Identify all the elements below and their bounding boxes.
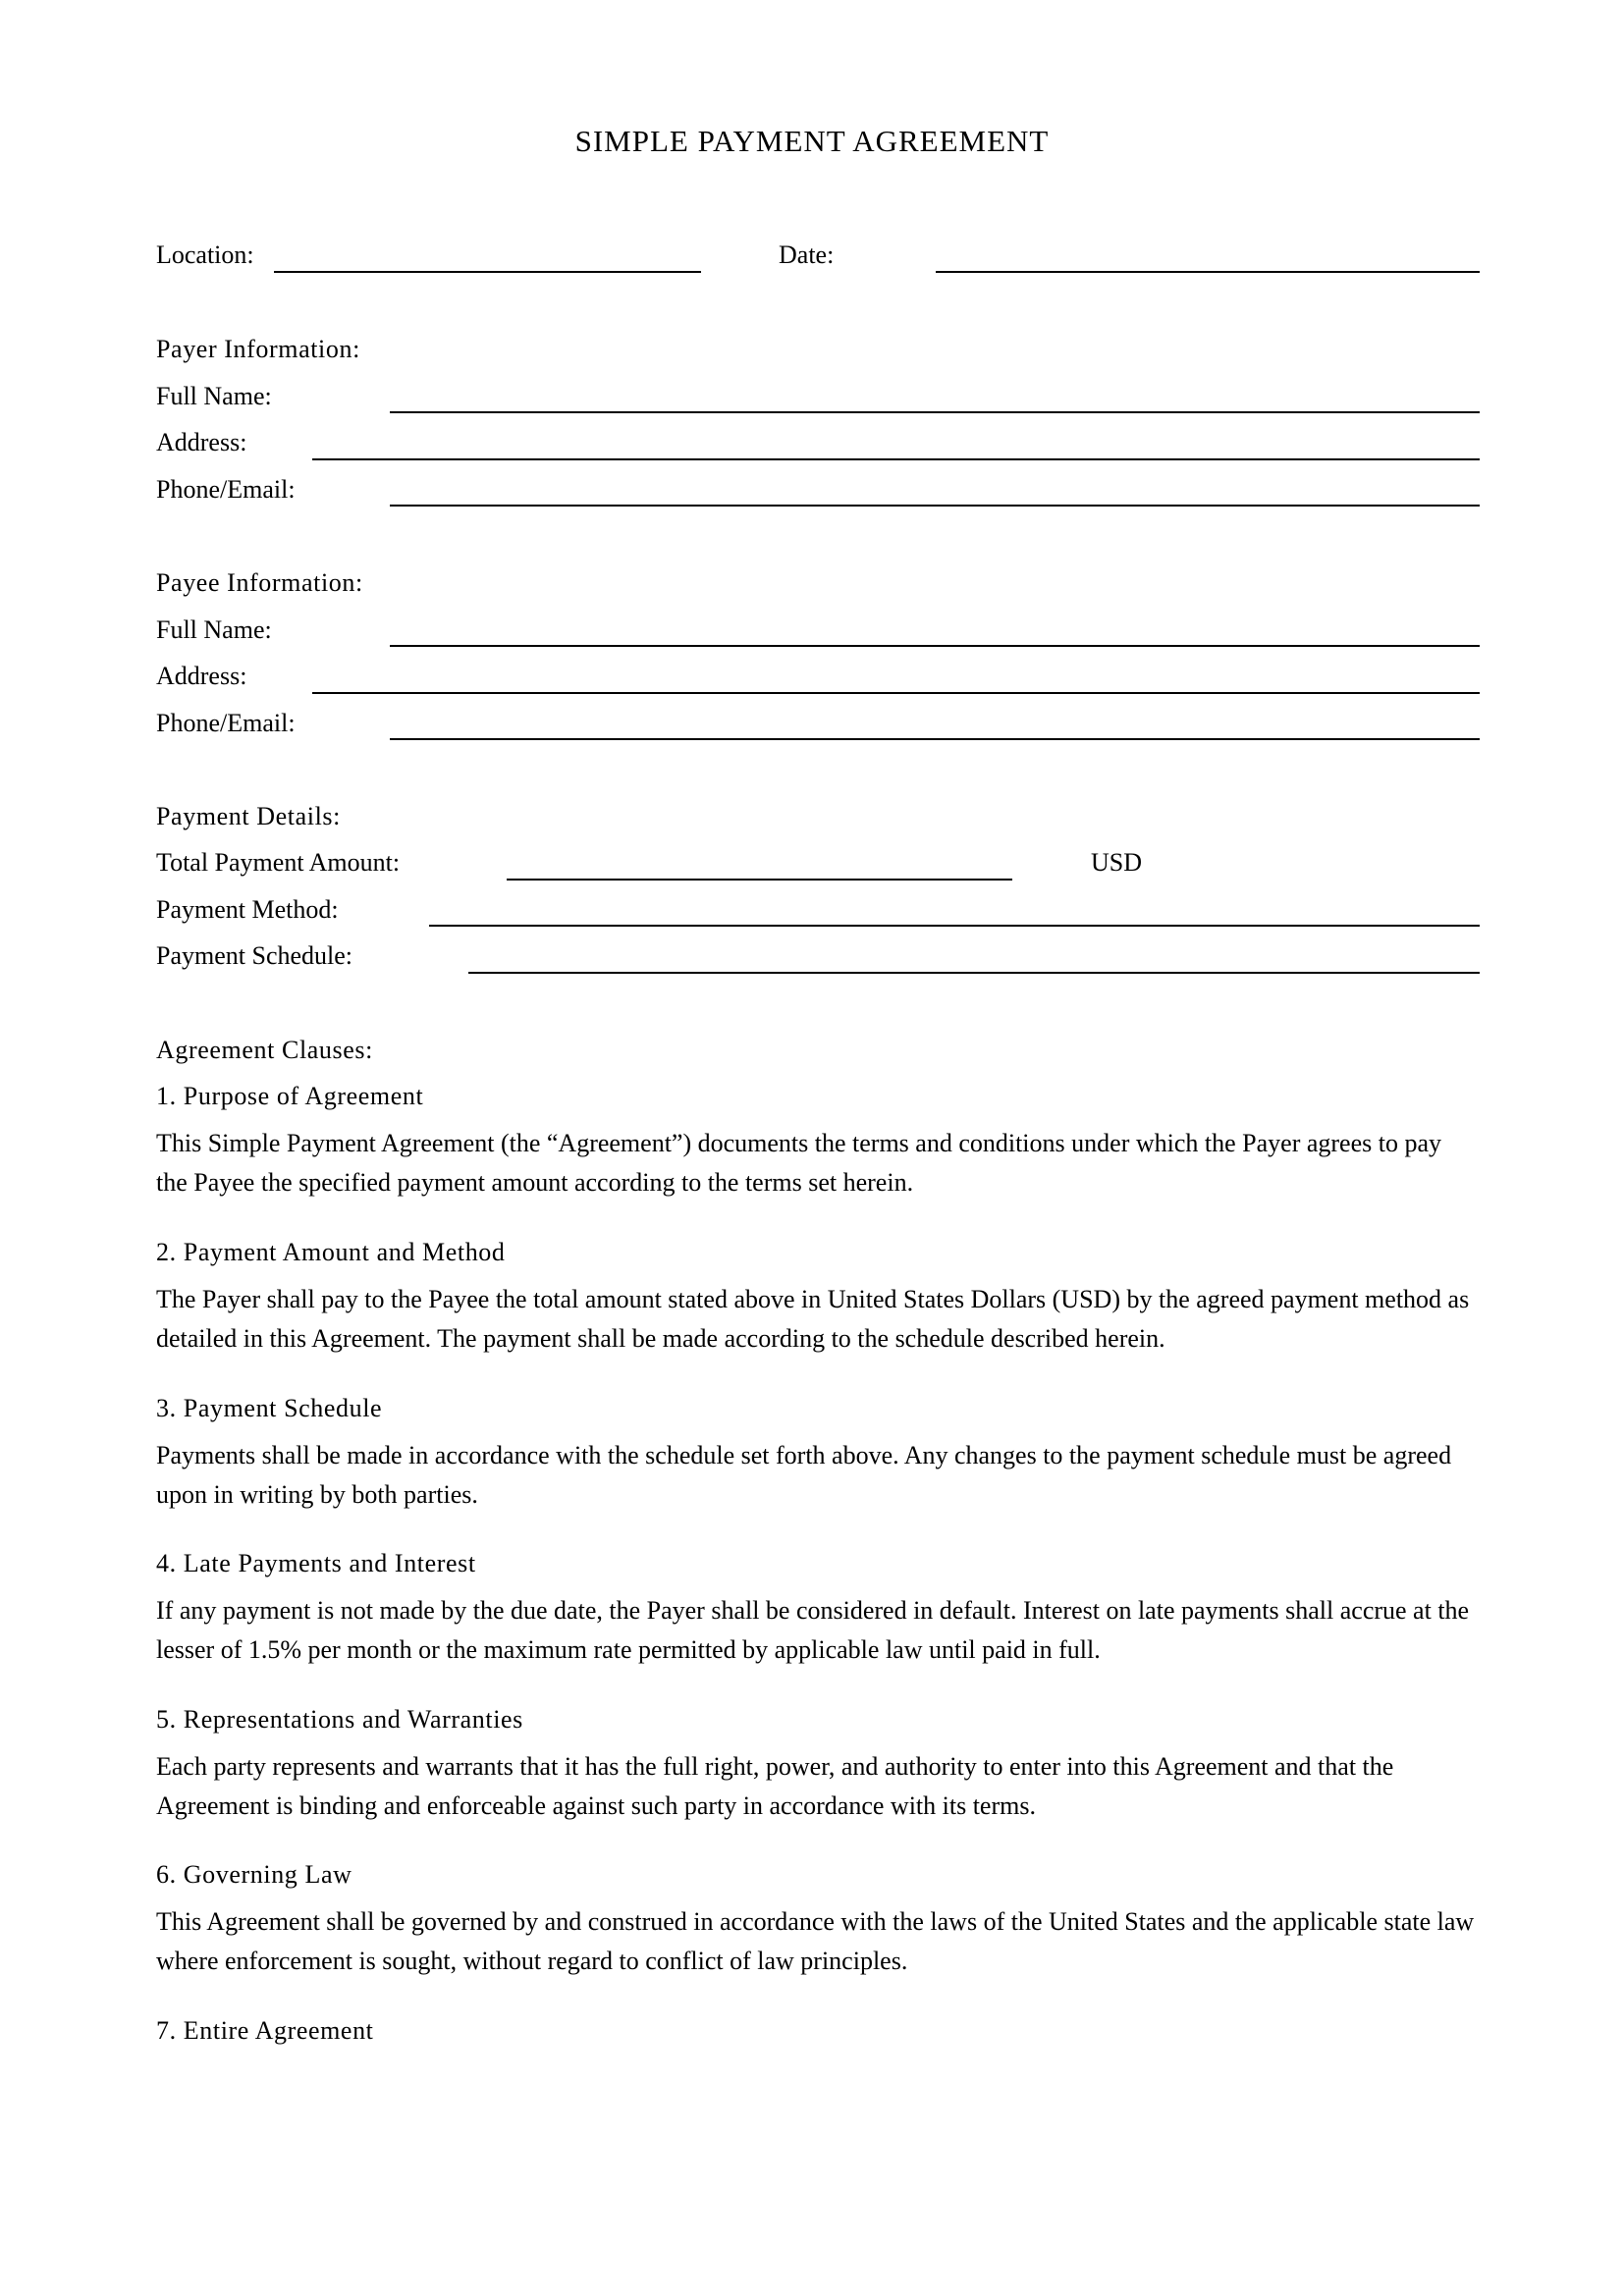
location-label: Location: [156,240,254,269]
payee-address-field[interactable] [312,692,1480,694]
clause-7-heading: 7. Entire Agreement [156,2016,374,2045]
payee-address-label: Address: [156,662,247,690]
payee-contact-field[interactable] [390,738,1480,740]
payer-contact-label: Phone/Email: [156,475,296,504]
location-field[interactable] [274,271,701,273]
clause-5-text: Each party represents and warrants that it has the full right, power, and authority to enter into this Agreement and that the Agreement is binding and enforceable against such party in accordance with its terms. [156,1752,1394,1820]
payee-full-name-label: Full Name: [156,615,272,644]
clauses-heading: Agreement Clauses: [156,1036,373,1064]
clause-3-text: Payments shall be made in accordance with the schedule set forth above. Any changes to the payment schedule must be agreed upon in writing by both parties. [156,1441,1452,1509]
payer-heading: Payer Information: [156,335,360,363]
clause-1-heading: 1. Purpose of Agreement [156,1082,424,1110]
payee-heading: Payee Information: [156,568,363,597]
clause-4-heading: 4. Late Payments and Interest [156,1549,476,1577]
clause-1-text: This Simple Payment Agreement (the “Agreement”) documents the terms and conditions under which the Payer agrees to pay the Payee the specified payment amount according to the terms set herein. [156,1129,1442,1197]
date-field[interactable] [936,271,1480,273]
payment-method-field[interactable] [429,925,1480,927]
payment-amount-label: Total Payment Amount: [156,848,401,877]
clause-2-text: The Payer shall pay to the Payee the total amount stated above in United States Dollars (USD) by the agreed payment method as detailed in this Agreement. The payment shall be made according to the schedule described herein. [156,1285,1470,1353]
payer-contact-field[interactable] [390,505,1480,507]
clause-4-text: If any payment is not made by the due date, the Payer shall be considered in default. Interest on late payments shall accrue at the lesser of 1.5% per month or the maximum rate permitted by applicable law until paid in full. [156,1596,1470,1664]
payment-schedule-label: Payment Schedule: [156,941,353,970]
payer-address-field[interactable] [312,458,1480,460]
payee-full-name-field[interactable] [390,645,1480,647]
payment-amount-field[interactable] [507,879,1012,881]
payment-schedule-field[interactable] [468,972,1480,974]
payer-full-name-label: Full Name: [156,382,272,410]
date-label: Date: [779,240,835,269]
clause-6-heading: 6. Governing Law [156,1860,352,1889]
currency-label: USD [1091,848,1143,877]
payment-heading: Payment Details: [156,802,341,830]
payer-full-name-field[interactable] [390,411,1480,413]
clause-3-heading: 3. Payment Schedule [156,1394,383,1422]
payment-method-label: Payment Method: [156,895,339,924]
payer-address-label: Address: [156,428,247,456]
clause-2-heading: 2. Payment Amount and Method [156,1238,506,1266]
clause-5-heading: 5. Representations and Warranties [156,1705,523,1734]
clause-6-text: This Agreement shall be governed by and construed in accordance with the laws of the United States and the applicable state law where enforcement is sought, without regard to conflict of law principles. [156,1907,1475,1975]
payee-contact-label: Phone/Email: [156,709,296,737]
document-title: SIMPLE PAYMENT AGREEMENT [574,124,1050,158]
